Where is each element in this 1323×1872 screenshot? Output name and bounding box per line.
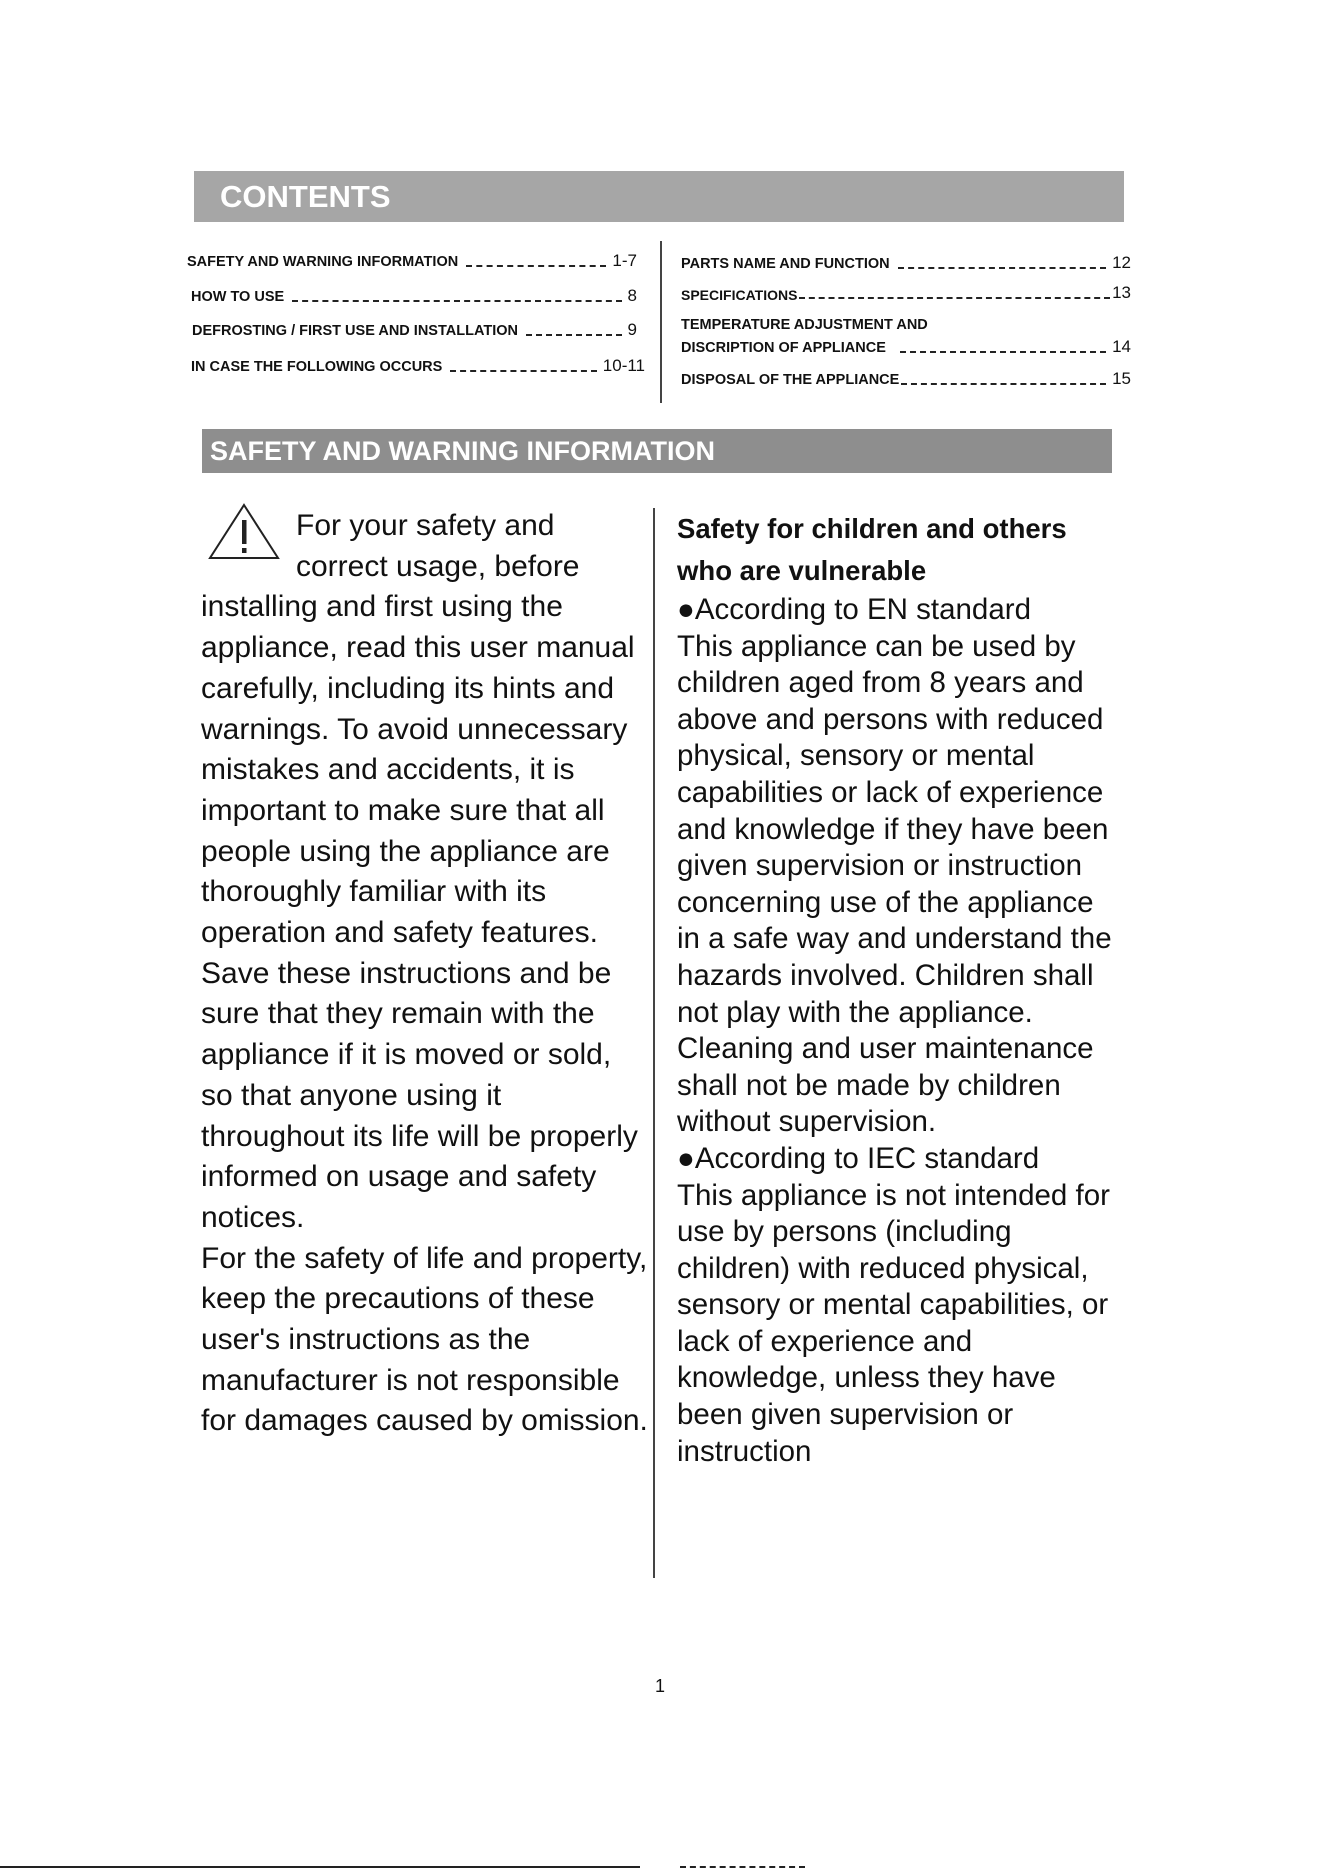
toc-item-defrosting[interactable] (192, 320, 637, 340)
toc-label: HOW TO USE (191, 289, 285, 305)
toc-label: SPECIFICATIONS (681, 286, 798, 303)
intro-line-1: For your safety and (296, 509, 555, 542)
toc-page: 1-7 (612, 251, 637, 270)
iec-standard-title: ●According to IEC standard (677, 1141, 1040, 1175)
en-standard-body: This appliance can be used by children aged from 8 years and above and persons with reduced physical, sensory or mental capabilities or lack of experience and knowledge if they have been given supervision or instruction concerning use of the appliance in a safe way and understand the hazards involved. Children shall not play with the appliance. Cleaning and user maintenance shall not be made by children without supervision. (677, 629, 1112, 1139)
toc-item-disposal[interactable] (681, 369, 1131, 389)
toc-item-safety[interactable] (187, 251, 637, 271)
toc-page: 12 (1112, 253, 1131, 272)
iec-standard-body: This appliance is not intended for use by persons (including children) with reduced physical, sensory or mental capabilities, or lack of experience and knowledge, unless they have been given supervision or instruction (677, 1178, 1110, 1468)
toc-item-specifications[interactable] (681, 283, 1131, 303)
toc-page: 14 (1112, 337, 1131, 356)
toc-label: SAFETY AND WARNING INFORMATION (187, 254, 459, 270)
toc-divider (660, 241, 662, 403)
toc-page: 9 (627, 320, 637, 339)
toc-item-in-case[interactable] (191, 356, 645, 376)
toc-item-temperature-heading (681, 317, 1131, 334)
toc-leader (898, 267, 1106, 269)
toc-leader (526, 334, 622, 336)
toc-page: 15 (1112, 369, 1131, 388)
intro-body: installing and first using the appliance, read this user manual carefully, including its hints and warnings. To avoid unnecessary mistakes and accidents, it is important to make sure that all people using the appliance are thoroughly familiar with its operation and safety features. Save these instructions and be sure that they remain with the appliance if it is moved or sold, so that anyone using it throughout its life will be properly informed on usage and safety notices. (201, 590, 638, 1234)
bottom-rule (0, 1866, 640, 1868)
contents-title: CONTENTS (194, 171, 1124, 222)
en-standard-title: ●According to EN standard (677, 593, 1031, 626)
toc-leader (466, 265, 606, 267)
children-safety-heading: Safety for children and others who are vulnerable (677, 513, 1067, 586)
toc-label: IN CASE THE FOLLOWING OCCURS (191, 359, 443, 375)
safety-intro-text (201, 506, 651, 1442)
toc-page: 8 (627, 286, 637, 305)
column-divider (653, 508, 655, 1578)
toc-leader (292, 300, 621, 302)
toc-page: 13 (1112, 283, 1131, 302)
toc-label: TEMPERATURE ADJUSTMENT AND (681, 317, 928, 333)
intro-line-2: correct usage, before (296, 549, 580, 583)
toc-leader (799, 297, 1110, 299)
toc-label: PARTS NAME AND FUNCTION (681, 256, 890, 272)
safety-section-title: SAFETY AND WARNING INFORMATION (202, 429, 1112, 473)
intro-body-2: For the safety of life and property, keep the precautions of these user's instructions as the manufacturer is not responsible for damages caused by omission. (201, 1241, 648, 1438)
toc-label: DISCRIPTION OF APPLIANCE (681, 340, 886, 356)
toc-item-how-to-use[interactable] (191, 286, 637, 306)
bottom-mark (680, 1866, 805, 1870)
children-safety-text (677, 508, 1117, 1470)
toc-leader (450, 370, 596, 372)
page-number: 1 (655, 1676, 666, 1696)
toc-leader (901, 383, 1106, 385)
toc-item-temperature[interactable] (681, 337, 1131, 357)
toc-leader (900, 351, 1106, 353)
toc-page: 10-11 (602, 356, 645, 375)
toc-label: DEFROSTING / FIRST USE AND INSTALLATION (192, 323, 518, 339)
toc-label: DISPOSAL OF THE APPLIANCE (681, 372, 900, 388)
toc-item-parts[interactable] (681, 253, 1131, 273)
